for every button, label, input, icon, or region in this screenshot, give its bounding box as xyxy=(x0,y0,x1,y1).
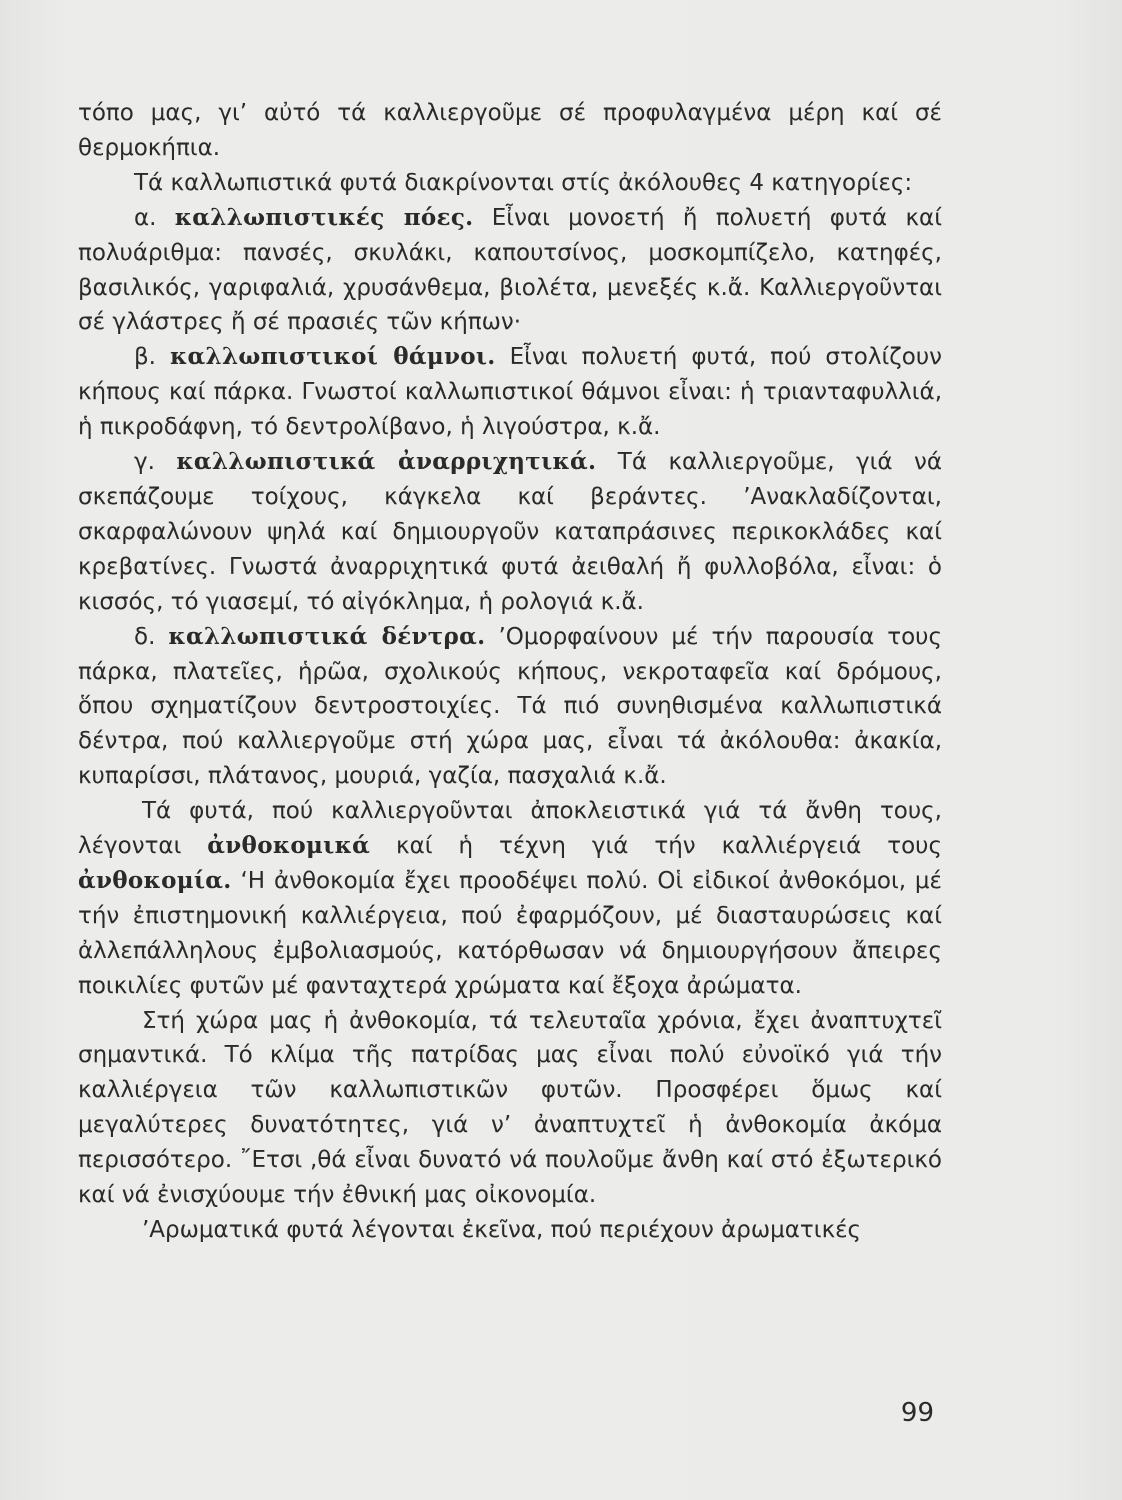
category-c-term: καλλωπιστικά ἀναρριχητικά. xyxy=(176,448,597,476)
category-c-text: Τά καλλιεργοῦμε, γιά νά σκεπάζουμε τοίχους, κάγκελα καί βεράντες. ’Ανακλαδίζονται, σκαρφαλώνουν ψηλά καί δημιουργοῦν καταπράσινες περικοκλάδες καί κρεβατίνες. Γνωστά ἀναρριχητικά φυτά ἀειθαλή ἤ φυλλοβόλα, εἶναι: ὁ κισσός, τό γιασεμί, τό αἰγόκλημα, ἡ ρολογιά κ.ἄ. xyxy=(78,449,943,615)
category-b-text: Εἶναι πολυετή φυτά, πού στολίζουν κήπους καί πάρκα. Γνωστοί καλλωπιστικοί θάμνοι εἶναι: ἡ τριανταφυλλιά, ἡ πικροδάφνη, τό δεντρολίβανο, ἡ λιγούστρα, κ.ἄ. xyxy=(78,344,942,441)
category-b-term: καλλωπιστικοί θάμνοι. xyxy=(169,343,496,371)
paragraph-greece-floriculture: Στή χώρα μας ἡ ἀνθοκομία, τά τελευταῖα χρόνια, ἔχει ἀναπτυχτεῖ σημαντικά. Τό κλίμα τῆς πατρίδας μας εἶναι πολύ εὐνοϊκό γιά τήν καλλιέργεια τῶν καλλωπιστικῶν φυτῶν. Προσφέρει ὅμως καί μεγαλύτερες δυνατότητες, γιά ν’ ἀναπτυχτεῖ ἡ ἀνθοκομία ἀκόμα περισσότερο. ῎Ετσι ,θά εἶναι δυνατό νά πουλοῦμε ἄνθη καί στό ἐξωτερικό καί νά ἐνισχύουμε τήν ἐθνική μας οἰκονομία. xyxy=(78,1007,942,1209)
floriculture-term2: ἀνθοκομία. xyxy=(78,866,232,894)
floriculture-part2: καί ἡ τέχνη γιά τήν καλλιέργειά τους xyxy=(370,833,942,860)
category-a-prefix: α. xyxy=(134,204,175,231)
category-c-prefix: γ. xyxy=(134,449,177,476)
category-d-term: καλλωπιστικά δέντρα. xyxy=(168,622,486,650)
paragraph-category-a xyxy=(78,201,942,341)
floriculture-part3: ‘Η ἀνθοκομία ἔχει προοδέψει πολύ. Οἱ εἰδικοί ἀνθοκόμοι, μέ τήν ἐπιστημονική καλλιέργεια, πού ἐφαρμόζουν, μέ διασταυρώσεις καί ἀλλεπάλληλους ἐμβολιασμούς, κατόρθωσαν νά δημιουργήσουν ἄπειρες ποικιλίες φυτῶν μέ φανταχτερά χρώματα καί ἔξοχα ἀρώματα. xyxy=(78,867,942,999)
paragraph-continuation: τόπο μας, γι’ αὐτό τά καλλιεργοῦμε σέ προφυλαγμένα μέρη καί σέ θερμοκήπια. xyxy=(78,100,942,161)
paragraph-category-d xyxy=(78,620,942,795)
category-a-text: Εἶναι μονοετή ἤ πολυετή φυτά καί πολυάριθμα: πανσές, σκυλάκι, καπουτσίνος, μοσκομπίζελο, κατηφές, βασιλικός, γαριφαλιά, χρυσάνθεμα, βιολέτα, μενεξές κ.ἄ. Καλλιεργοῦνται σέ γλάστρες ἤ σέ πρασιές τῶν κήπων· xyxy=(78,204,942,336)
category-d-prefix: δ. xyxy=(134,623,169,650)
body-text xyxy=(78,96,942,1248)
paragraph-category-b xyxy=(78,340,942,445)
paragraph-floriculture xyxy=(78,794,942,1003)
category-b-prefix: β. xyxy=(134,344,170,371)
paragraph-aromatic-plants: ’Αρωματικά φυτά λέγονται ἐκεῖνα, πού περιέχουν ἀρωματικές xyxy=(142,1217,862,1243)
floriculture-part1: Τά φυτά, πού καλλιεργοῦνται ἀποκλειστικά γιά τά ἄνθη τους, λέγονται xyxy=(78,798,942,860)
category-d-text: ’Ομορφαίνουν μέ τήν παρουσία τους πάρκα, πλατεῖες, ἡρῶα, σχολικούς κήπους, νεκροταφεῖα καί δρόμους, ὅπου σχηματίζουν δεντροστοιχίες. Τά πιό συνηθισμένα καλλωπιστικά δέντρα, πού καλλιεργοῦμε στή χώρα μας, εἶναι τά ἀκόλουθα: ἀκακία, κυπαρίσσι, πλάτανος, μουριά, γαζία, πασχαλιά κ.ἄ. xyxy=(78,623,942,790)
paragraph-category-c xyxy=(78,445,942,620)
paragraph-categories-intro: Τά καλλωπιστικά φυτά διακρίνονται στίς ἀκόλουθες 4 κατηγορίες: xyxy=(134,169,913,196)
page-number: 99 xyxy=(900,1398,934,1428)
category-a-term: καλλωπιστικές πόες. xyxy=(174,203,474,231)
floriculture-term1: ἀνθοκομικά xyxy=(207,832,371,860)
